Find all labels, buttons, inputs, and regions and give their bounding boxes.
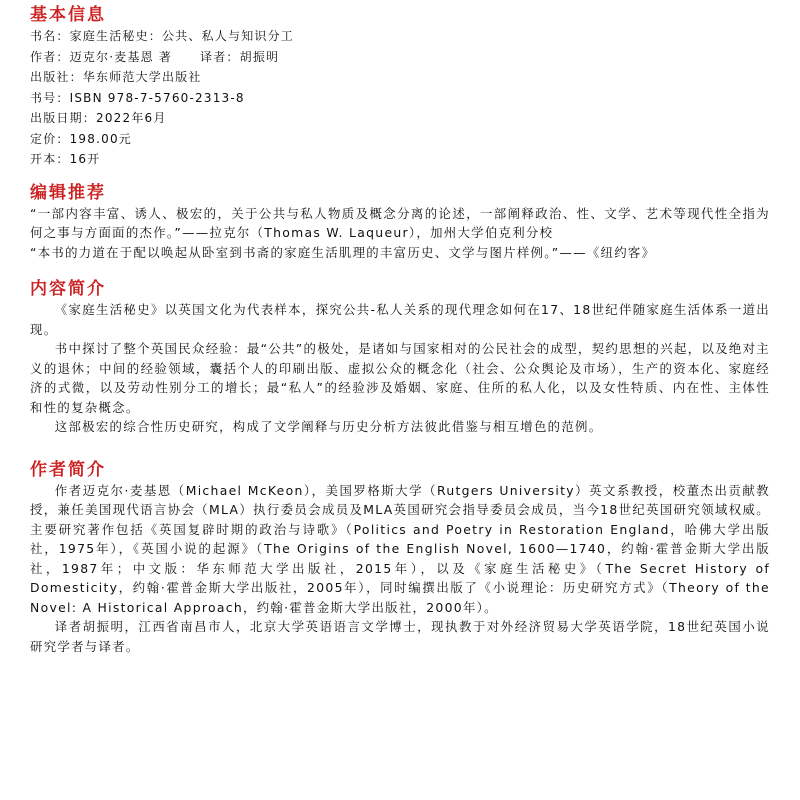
translator-bio-paragraph: 译者胡振明，江西省南昌市人，北京大学英语语言文学博士，现执教于对外经济贸易大学英语学院，18世纪英国小说研究学者与译者。 bbox=[30, 619, 770, 654]
basic-info-heading: 基本信息 bbox=[30, 5, 106, 25]
book-title-row: 书名：家庭生活秘史：公共、私人与知识分工 bbox=[30, 29, 295, 43]
summary-paragraph-3: 这部极宏的综合性历史研究，构成了文学阐释与历史分析方法彼此借鉴与相互增色的范例。 bbox=[54, 419, 603, 434]
recommendation-quote-1: “一部内容丰富、诱人、极宏的，关于公共与私人物质及概念分离的论述，一部阐释政治、性、文学、艺术等现代性全指为何之事与方面面的杰作。”——拉克尔（Thomas W. Laqueur），加州大学伯克利分校 bbox=[30, 205, 770, 240]
editor-recommendation-heading: 编辑推荐 bbox=[30, 182, 106, 203]
isbn-row: 书号：ISBN 978-7-5760-2313-8 bbox=[30, 90, 245, 105]
author-intro-heading: 作者简介 bbox=[30, 459, 106, 480]
summary-paragraph-1: 《家庭生活秘史》以英国文化为代表样本，探究公共-私人关系的现代理念如何在17、18世纪伴随家庭生活体系一道出现。 bbox=[30, 302, 770, 337]
author-translator-row bbox=[30, 47, 800, 68]
price-row: 定价：198.00元 bbox=[30, 131, 132, 146]
summary-paragraph-2: 书中探讨了整个英国民众经验：最“公共”的极处，是诸如与国家相对的公民社会的成型，契约思想的兴起，以及绝对主义的退休；中间的经验领域，囊括个人的印刷出版、虚拟公众的概念化（社会、公众舆论及市场），生产的资本化、家庭经济的式微，以及劳动性别分工的增长；最“私人”的经验涉及婚姻、家庭、住所的私人化，以及女性特质、内在性、主体性和性的复杂概念。 bbox=[30, 341, 770, 415]
translator-line: 译者：胡振明 bbox=[200, 49, 280, 64]
publish-date-row: 出版日期：2022年6月 bbox=[30, 111, 167, 125]
content-summary-heading: 内容简介 bbox=[30, 279, 106, 299]
author-bio-paragraph: 作者迈克尔·麦基恩（Michael McKeon），美国罗格斯大学（Rutgers University）英文系教授，校董杰出贡献教授，兼任美国现代语言协会（MLA）执行委员会成员及MLA英国研究会指导委员会成员，当今18世纪英国研究领域权威。主要研究著作包括《英国复辟时期的政治与诗歌》（Politics and Poetry in Restoration England，哈佛大学出版社，1975年），《英国小说的起源》（The Origins of the English Novel, 1600—1740，约翰·霍普金斯大学出版社，1987年；中文版：华东师范大学出版社，2015年），以及《家庭生活秘史》（The Secret History of Domesticity，约翰·霍普金斯大学出版社，2005年），同时编撰出版了《小说理论：历史研究方式》（Theory of the Novel: A Historical Approach，约翰·霍普金斯大学出版社，2000年）。 bbox=[30, 482, 770, 615]
publisher-row: 出版社：华东师范大学出版社 bbox=[30, 70, 202, 84]
author-line: 作者：迈克尔·麦基恩 著 bbox=[30, 49, 173, 64]
format-row: 开本：16开 bbox=[30, 152, 101, 166]
basic-info-list bbox=[30, 26, 800, 170]
recommendation-quote-2: “本书的力道在于配以唤起从卧室到书斋的家庭生活肌理的丰富历史、文学与图片样例。”——《纽约客》 bbox=[30, 244, 656, 260]
